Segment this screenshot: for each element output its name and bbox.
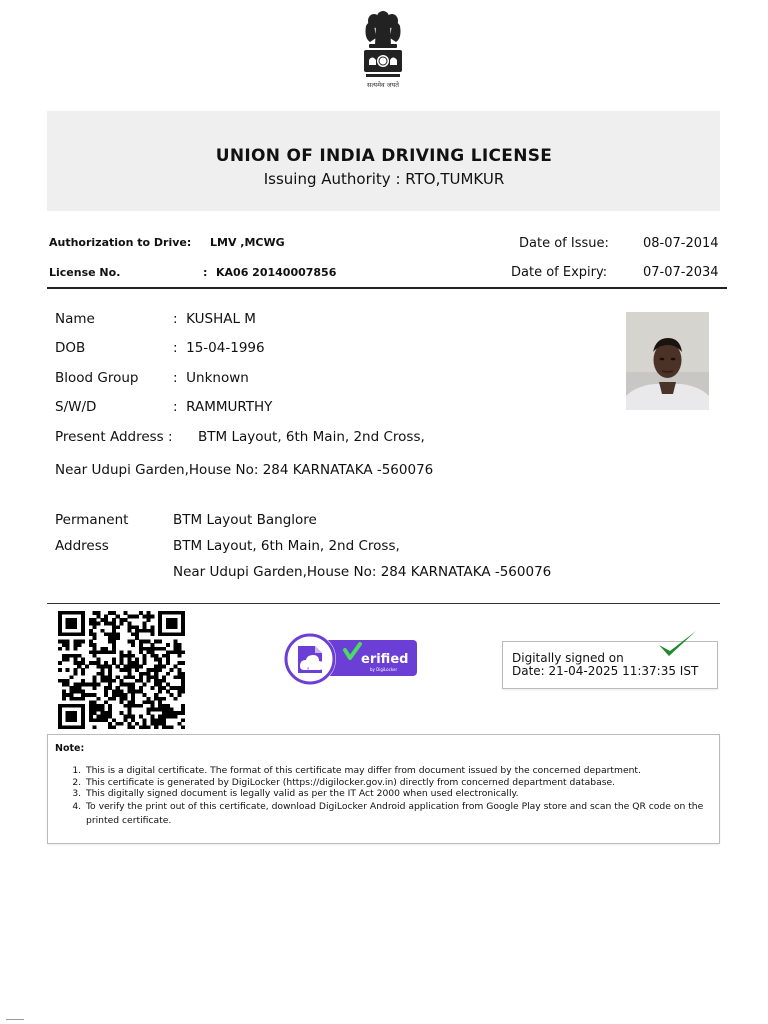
note-item: 1. This is a digital certificate. The format of this certificate may differ from document issued by the concerned department. [84, 765, 724, 777]
signature-line-2: Date: 21-04-2025 11:37:35 IST [512, 663, 699, 678]
qr-code[interactable] [58, 611, 185, 729]
document-title: UNION OF INDIA DRIVING LICENSE [215, 146, 553, 166]
authorization-label: Authorization to Drive: [49, 236, 192, 249]
svg-text:↑: ↑ [305, 667, 311, 673]
emblem-motto: सत्यमेव जयते [367, 81, 399, 89]
note-list [68, 765, 724, 829]
signature-line-1: Digitally signed on [512, 651, 624, 665]
present-address-line2: Near Udupi Garden,House No: 284 KARNATAKA -560076 [55, 462, 434, 478]
license-number: KA06 20140007856 [216, 266, 337, 279]
verified-sub-text: by DigiLocker [370, 667, 398, 672]
blood-group-value: : Unknown [173, 370, 249, 386]
authorization-value: LMV ,MCWG [210, 236, 285, 249]
address-label: Address [55, 538, 109, 554]
issuing-authority: Issuing Authority : RTO,TUMKUR [263, 170, 505, 188]
permanent-address-line1: BTM Layout Banglore [173, 512, 317, 528]
expiry-date-value: 07-07-2034 [643, 265, 719, 280]
note-item: 4. To verify the print out of this certificate, download DigiLocker Android application from Google Play store and scan the QR code on the printed certificate. [84, 800, 724, 829]
expiry-date-label: Date of Expiry: [511, 265, 608, 280]
license-colon: : [203, 266, 208, 279]
swd-value: : RAMMURTHY [173, 399, 273, 415]
present-address-label: Present Address : [55, 429, 173, 445]
page-mark [6, 1019, 24, 1020]
note-item: 2. This certificate is generated by DigiLocker (https://digilocker.gov.in) directly from concerned department database. [84, 777, 724, 789]
swd-label: S/W/D [55, 399, 97, 415]
dob-label: DOB [55, 340, 86, 356]
permanent-label: Permanent [55, 512, 129, 528]
license-holder-photo [626, 312, 709, 410]
present-address-line1: BTM Layout, 6th Main, 2nd Cross, [198, 429, 425, 445]
divider [47, 603, 720, 604]
check-icon [656, 628, 698, 660]
permanent-address-line2: BTM Layout, 6th Main, 2nd Cross, [173, 538, 400, 554]
license-label: License No. [49, 266, 121, 279]
issue-date-label: Date of Issue: [519, 236, 609, 251]
issue-date-value: 08-07-2014 [643, 236, 719, 251]
divider [47, 287, 727, 289]
national-emblem-icon [356, 8, 410, 90]
note-item: 3. This digitally signed document is legally valid as per the IT Act 2000 when used electronically. [84, 788, 724, 800]
dob-value: : 15-04-1996 [173, 340, 265, 356]
permanent-address-line3: Near Udupi Garden,House No: 284 KARNATAKA -560076 [173, 564, 552, 580]
blood-group-label: Blood Group [55, 370, 139, 386]
name-value: : KUSHAL M [173, 311, 256, 327]
verified-text: erified [361, 652, 409, 667]
note-title: Note: [55, 743, 85, 754]
digilocker-verified-badge [283, 632, 419, 686]
name-label: Name [55, 311, 95, 327]
